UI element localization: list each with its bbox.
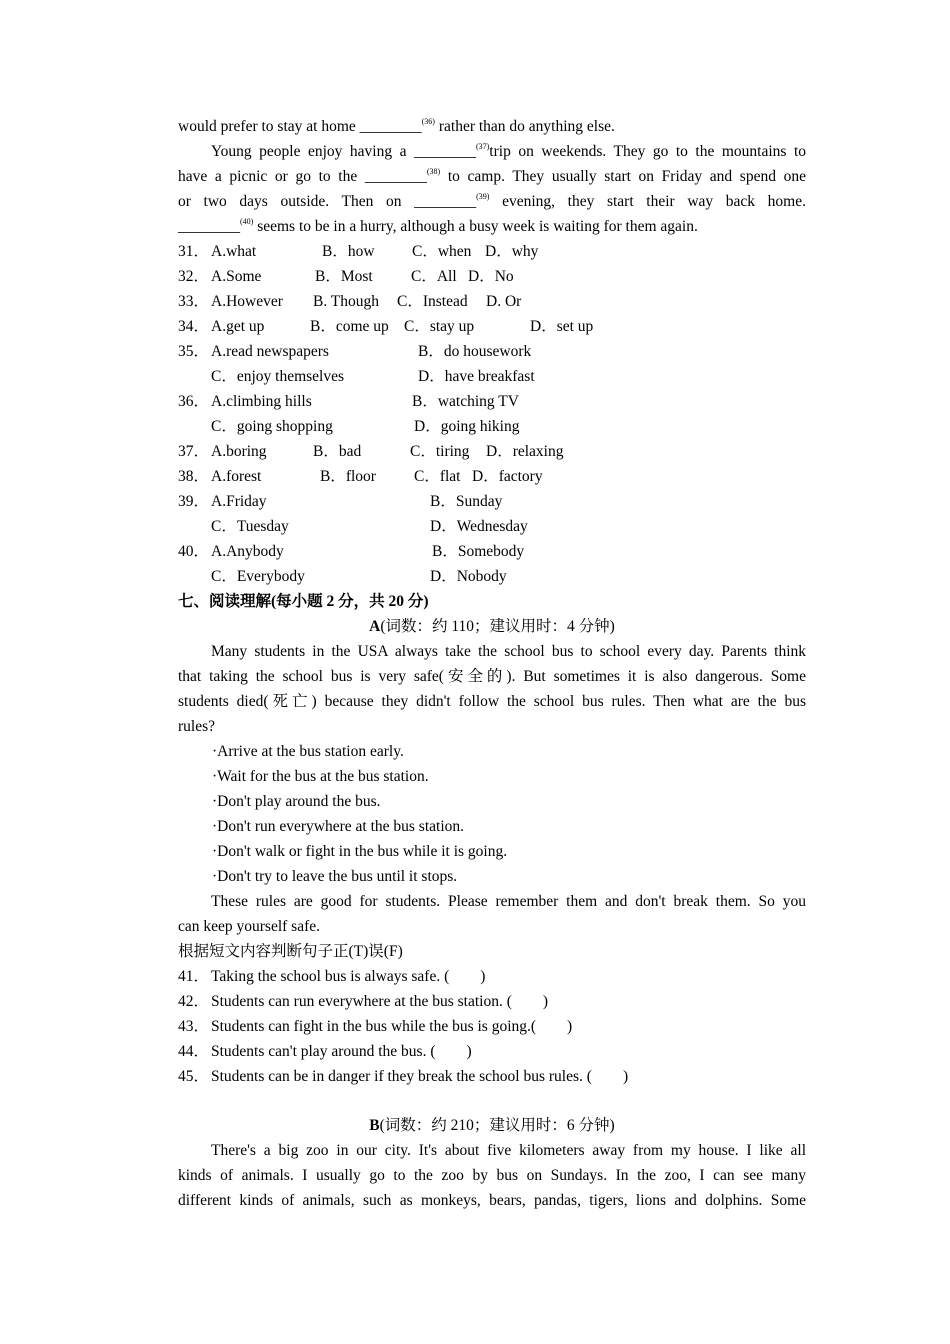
paragraph-line: There's a big zoo in our city. It's about five kilometers away from my house. I like all <box>211 1142 806 1159</box>
option-a: A.boring <box>211 443 267 460</box>
heading-info: (词数：约 110；建议用时：4 分钟) <box>380 618 615 635</box>
spacer <box>178 1089 806 1113</box>
option-a: A.Some <box>211 268 262 285</box>
passage-text: trip on weekends. They go to the mountains to <box>489 143 806 160</box>
option-c: C．Everybody <box>211 568 305 585</box>
paragraph-line: rules? <box>178 718 216 735</box>
question-40-cont <box>178 564 806 589</box>
question-text: Students can run everywhere at the bus station. ( ) <box>211 993 549 1010</box>
rule-item: ·Don't run everywhere at the bus station. <box>212 818 465 835</box>
option-d: D．factory <box>472 468 543 485</box>
question-number: 39． <box>178 493 210 510</box>
tf-question-44 <box>178 1039 806 1064</box>
tf-question-41 <box>178 964 806 989</box>
question-number: 44． <box>178 1043 210 1060</box>
option-b: B．bad <box>313 443 362 460</box>
blank-number: (40) <box>240 217 254 226</box>
passage-text: ________ <box>178 218 240 235</box>
rule-item: ·Don't play around the bus. <box>212 793 381 810</box>
question-text: Students can fight in the bus while the bus is going.( ) <box>211 1018 573 1035</box>
question-number: 34． <box>178 318 210 335</box>
paragraph-line: different kinds of animals, such as monkeys, bears, pandas, tigers, lions and dolphins. Some <box>178 1192 806 1209</box>
passage-text: to camp. They usually start on Friday and spend one <box>440 168 806 185</box>
instruction: 根据短文内容判断句子正(T)误(F) <box>178 943 403 960</box>
option-b: B．Most <box>315 268 373 285</box>
option-c: C．All <box>411 268 457 285</box>
passage-text: or two days outside. Then on ________ <box>178 193 477 210</box>
question-number: 41． <box>178 968 210 985</box>
option-c: C．when <box>412 243 472 260</box>
passage-line <box>178 214 806 239</box>
tf-question-43 <box>178 1014 806 1039</box>
question-37 <box>178 439 806 464</box>
option-a: A.read newspapers <box>211 343 329 360</box>
question-text: Taking the school bus is always safe. ( ) <box>211 968 486 985</box>
option-a: A.climbing hills <box>211 393 312 410</box>
option-b: B．floor <box>320 468 376 485</box>
option-c: C．stay up <box>404 318 475 335</box>
question-33 <box>178 289 806 314</box>
option-a: A.forest <box>211 468 262 485</box>
option-c: C．Tuesday <box>211 518 289 535</box>
option-c: C．enjoy themselves <box>211 368 345 385</box>
document-page <box>178 114 806 1213</box>
rule-item: ·Arrive at the bus station early. <box>212 743 404 760</box>
passage-line <box>178 189 806 214</box>
question-number: 32． <box>178 268 210 285</box>
question-38 <box>178 464 806 489</box>
passage-text: rather than do anything else. <box>434 118 615 135</box>
option-a: A.get up <box>211 318 265 335</box>
question-34 <box>178 314 806 339</box>
option-c: C．flat <box>414 468 461 485</box>
option-b: B．Somebody <box>432 543 525 560</box>
question-35-cont <box>178 364 806 389</box>
option-a: A.Friday <box>211 493 267 510</box>
heading-letter: A <box>369 618 381 635</box>
passage-b-heading <box>178 1113 806 1138</box>
paragraph-line: that taking the school bus is very safe(安全的). But sometimes it is also dangerous. Some <box>178 668 806 685</box>
blank-number: (39) <box>476 192 490 201</box>
passage-a-heading <box>178 614 806 639</box>
option-d: D．have breakfast <box>418 368 535 385</box>
rule-item: ·Wait for the bus at the bus station. <box>212 768 429 785</box>
paragraph-line: kinds of animals. I usually go to the zoo by bus on Sundays. In the zoo, I can see many <box>178 1167 806 1184</box>
question-number: 36． <box>178 393 210 410</box>
option-b: B．how <box>322 243 375 260</box>
question-number: 33． <box>178 293 210 310</box>
question-number: 37． <box>178 443 210 460</box>
option-c: C．going shopping <box>211 418 333 435</box>
tf-question-42 <box>178 989 806 1014</box>
passage-text: evening, they start their way back home. <box>489 193 806 210</box>
blank-number: (38) <box>426 167 441 176</box>
blank-number: (36) <box>421 117 435 126</box>
option-c: C．Instead <box>397 293 468 310</box>
option-d: D. Or <box>486 293 522 310</box>
question-40 <box>178 539 806 564</box>
option-b: B．watching TV <box>412 393 519 410</box>
paragraph-line: These rules are good for students. Please remember them and don't break them. So you <box>211 893 806 910</box>
option-b: B．do housework <box>418 343 532 360</box>
question-32 <box>178 264 806 289</box>
passage-text: would prefer to stay at home ________ <box>178 118 422 135</box>
option-d: D．going hiking <box>414 418 520 435</box>
rule-item: ·Don't try to leave the bus until it stops. <box>212 868 458 885</box>
question-39 <box>178 489 806 514</box>
option-d: D．why <box>485 243 539 260</box>
question-number: 42． <box>178 993 210 1010</box>
option-d: D．Nobody <box>430 568 507 585</box>
passage-line <box>178 164 806 189</box>
question-35 <box>178 339 806 364</box>
question-number: 31． <box>178 243 210 260</box>
option-a: A.what <box>211 243 257 260</box>
section-title: 七、阅读理解(每小题 2 分，共 20 分) <box>178 593 429 610</box>
paragraph-line: can keep yourself safe. <box>178 918 321 935</box>
question-36-cont <box>178 414 806 439</box>
option-c: C．tiring <box>410 443 470 460</box>
tf-question-45 <box>178 1064 806 1089</box>
rule-item: ·Don't walk or fight in the bus while it is going. <box>212 843 508 860</box>
option-d: D．set up <box>530 318 594 335</box>
blank-number: (37) <box>475 142 490 151</box>
question-number: 40． <box>178 543 210 560</box>
heading-letter: B <box>369 1117 380 1134</box>
paragraph-line: Many students in the USA always take the school bus to school every day. Parents think <box>211 643 806 660</box>
option-a: A.Anybody <box>211 543 284 560</box>
question-number: 45． <box>178 1068 210 1085</box>
passage-text: have a picnic or go to the ________ <box>178 168 427 185</box>
question-text: Students can't play around the bus. ( ) <box>211 1043 472 1060</box>
option-d: D．relaxing <box>486 443 564 460</box>
option-d: D．Wednesday <box>430 518 528 535</box>
question-number: 35． <box>178 343 210 360</box>
question-36 <box>178 389 806 414</box>
option-b: B. Though <box>313 293 380 310</box>
passage-text: Young people enjoy having a ________ <box>211 143 476 160</box>
question-39-cont <box>178 514 806 539</box>
option-b: B．come up <box>310 318 389 335</box>
passage-text: seems to be in a hurry, although a busy week is waiting for them again. <box>253 218 698 235</box>
question-31 <box>178 239 806 264</box>
heading-info: (词数：约 210；建议用时：6 分钟) <box>379 1117 615 1134</box>
passage-line <box>178 139 806 164</box>
option-a: A.However <box>211 293 283 310</box>
paragraph-line: students died(死亡) because they didn't follow the school bus rules. Then what are the bus <box>178 693 806 710</box>
question-number: 43． <box>178 1018 210 1035</box>
option-b: B．Sunday <box>430 493 503 510</box>
question-number: 38． <box>178 468 210 485</box>
question-text: Students can be in danger if they break the school bus rules. ( ) <box>211 1068 629 1085</box>
option-d: D．No <box>468 268 514 285</box>
passage-line <box>178 114 806 139</box>
